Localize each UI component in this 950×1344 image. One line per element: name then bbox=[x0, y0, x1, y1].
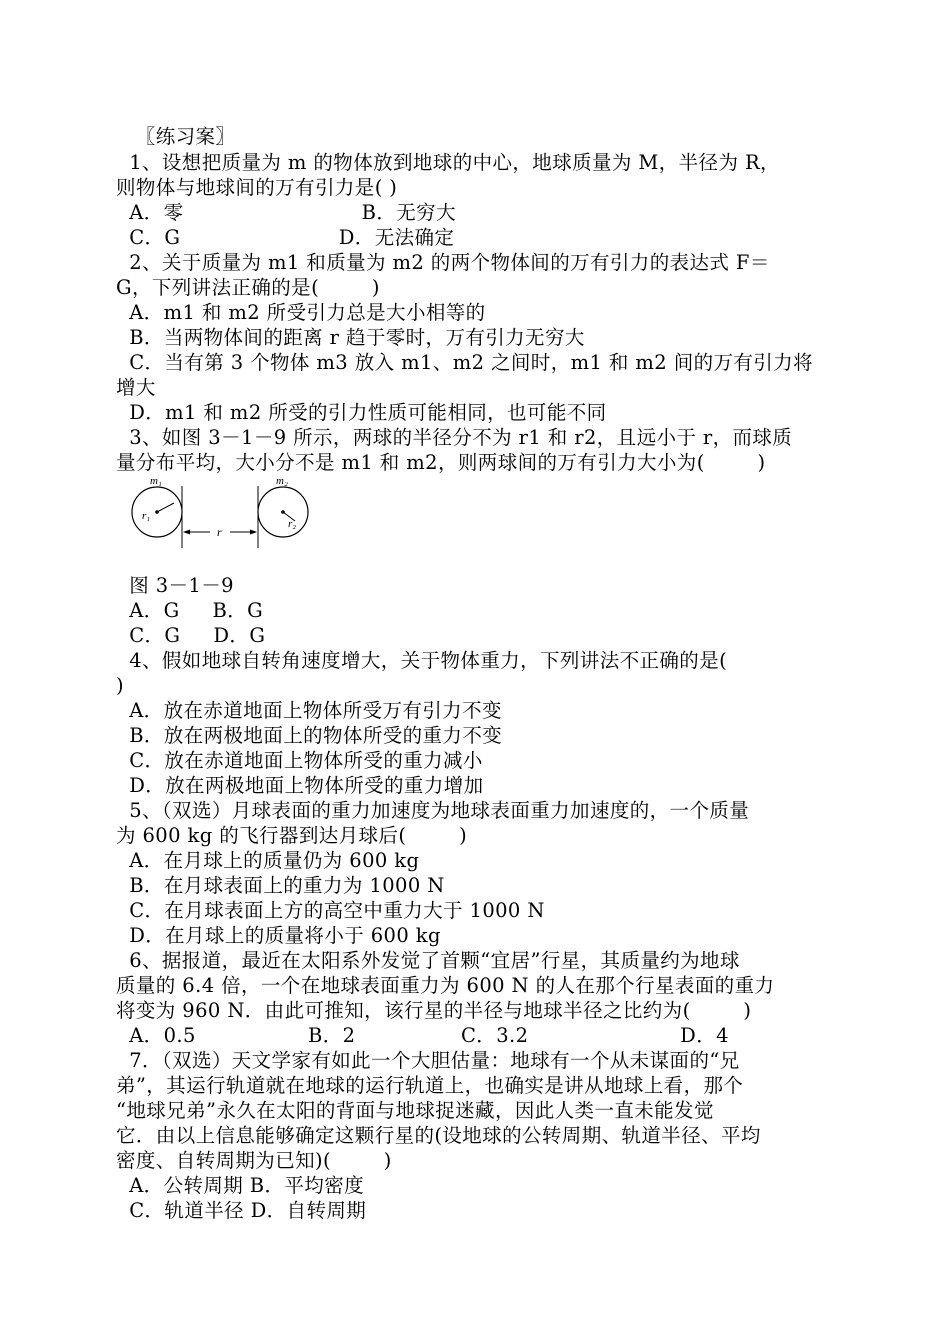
q4-option-b: B．放在两极地面上的物体所受的重力不变 bbox=[116, 724, 503, 747]
two-spheres-figure bbox=[124, 474, 324, 552]
distance-arrowhead-left bbox=[183, 530, 190, 535]
q3-options-cd: C．G D．G bbox=[116, 624, 266, 647]
q5-option-c: C．在月球表面上方的高空中重力大于 1000 N bbox=[116, 899, 545, 922]
q5-option-d: D．在月球上的质量将小于 600 kg bbox=[116, 924, 441, 947]
q7-stem-line3: “地球兄弟”永久在太阳的背面与地球捉迷藏，因此人类一直未能发觉 bbox=[116, 1099, 714, 1122]
q5-option-b: B．在月球表面上的重力为 1000 N bbox=[116, 874, 445, 897]
q2-option-c-line1: C．当有第 3 个物体 m3 放入 m1、m2 之间时，m1 和 m2 间的万有引力将 bbox=[116, 351, 813, 374]
q1-stem-line1: 1、设想把质量为 m 的物体放到地球的中心，地球质量为 M，半径为 R， bbox=[116, 151, 780, 174]
q1-options-cd: C．G D．无法确定 bbox=[116, 226, 455, 249]
q7-stem-line5: 密度、自转周期为已知)( ) bbox=[116, 1149, 392, 1172]
q6-options: A．0.5 B．2 C．3.2 D．4 bbox=[116, 1024, 729, 1047]
q7-stem-line2: 弟”，其运行轨道就在地球的运行轨道上，也确实是讲从地球上看，那个 bbox=[116, 1074, 744, 1097]
q1-options-ab: A．零 B．无穷大 bbox=[116, 201, 456, 224]
q6-stem-line3: 将变为 960 N．由此可推知，该行星的半径与地球半径之比约为( ) bbox=[116, 999, 752, 1022]
section-header: 〖练习案〗 bbox=[116, 125, 236, 148]
q1-stem-line2: 则物体与地球间的万有引力是( ) bbox=[116, 176, 398, 199]
q2-option-d: D．m1 和 m2 所受的引力性质可能相同，也可能不同 bbox=[116, 401, 607, 424]
q4-stem-line2: ) bbox=[116, 674, 125, 697]
figure-caption: 图 3－1－9 bbox=[116, 574, 234, 597]
q5-stem-line2: 为 600 kg 的飞行器到达月球后( ) bbox=[116, 824, 468, 847]
q3-stem-line1: 3、如图 3－1－9 所示，两球的半径分不为 r1 和 r2，且远小于 r，而球质 bbox=[116, 426, 793, 449]
q3-options-ab: A．G B．G bbox=[116, 599, 264, 622]
label-m2: m₂ bbox=[276, 475, 288, 487]
sphere-m1-radius-line bbox=[157, 503, 174, 512]
q4-option-c: C．放在赤道地面上物体所受的重力减小 bbox=[116, 749, 483, 772]
q4-option-a: A．放在赤道地面上物体所受万有引力不变 bbox=[116, 699, 502, 722]
label-r2: r₂ bbox=[288, 518, 297, 530]
q5-option-a: A．在月球上的质量仍为 600 kg bbox=[116, 849, 420, 872]
q2-option-c-line2: 增大 bbox=[116, 376, 156, 399]
q5-stem-line1: 5、（双选）月球表面的重力加速度为地球表面重力加速度的，一个质量 bbox=[116, 799, 750, 822]
q4-option-d: D．放在两极地面上物体所受的重力增加 bbox=[116, 774, 484, 797]
q2-option-b: B．当两物体间的距离 r 趋于零时，万有引力无穷大 bbox=[116, 326, 585, 349]
label-r1: r₁ bbox=[142, 510, 151, 522]
q2-stem-line1: 2、关于质量为 m1 和质量为 m2 的两个物体间的万有引力的表达式 F＝ bbox=[116, 251, 770, 274]
q6-stem-line1: 6、据报道，最近在太阳系外发觉了首颗“宜居”行星，其质量约为地球 bbox=[116, 949, 740, 972]
q2-stem-line2: G，下列讲法正确的是( ) bbox=[116, 276, 380, 299]
q7-stem-line1: 7．（双选）天文学家有如此一个大胆估量：地球有一个从未谋面的“兄 bbox=[116, 1049, 740, 1072]
q4-stem-line1: 4、假如地球自转角速度增大，关于物体重力，下列讲法不正确的是( bbox=[116, 649, 728, 672]
q7-options-ab: A．公转周期 B．平均密度 bbox=[116, 1174, 365, 1197]
q2-option-a: A．m1 和 m2 所受引力总是大小相等的 bbox=[116, 301, 486, 324]
label-r: r bbox=[217, 525, 222, 539]
q7-stem-line4: 它．由以上信息能够确定这颗行星的(设地球的公转周期、轨道半径、平均 bbox=[116, 1124, 761, 1147]
q7-options-cd: C．轨道半径 D．自转周期 bbox=[116, 1199, 367, 1222]
label-m1: m₁ bbox=[150, 475, 162, 487]
q3-stem-line2: 量分布平均，大小分不是 m1 和 m2，则两球间的万有引力大小为( ) bbox=[116, 451, 766, 474]
q6-stem-line2: 质量的 6.4 倍，一个在地球表面重力为 600 N 的人在那个行星表面的重力 bbox=[116, 974, 775, 997]
distance-arrowhead-right bbox=[250, 530, 257, 535]
